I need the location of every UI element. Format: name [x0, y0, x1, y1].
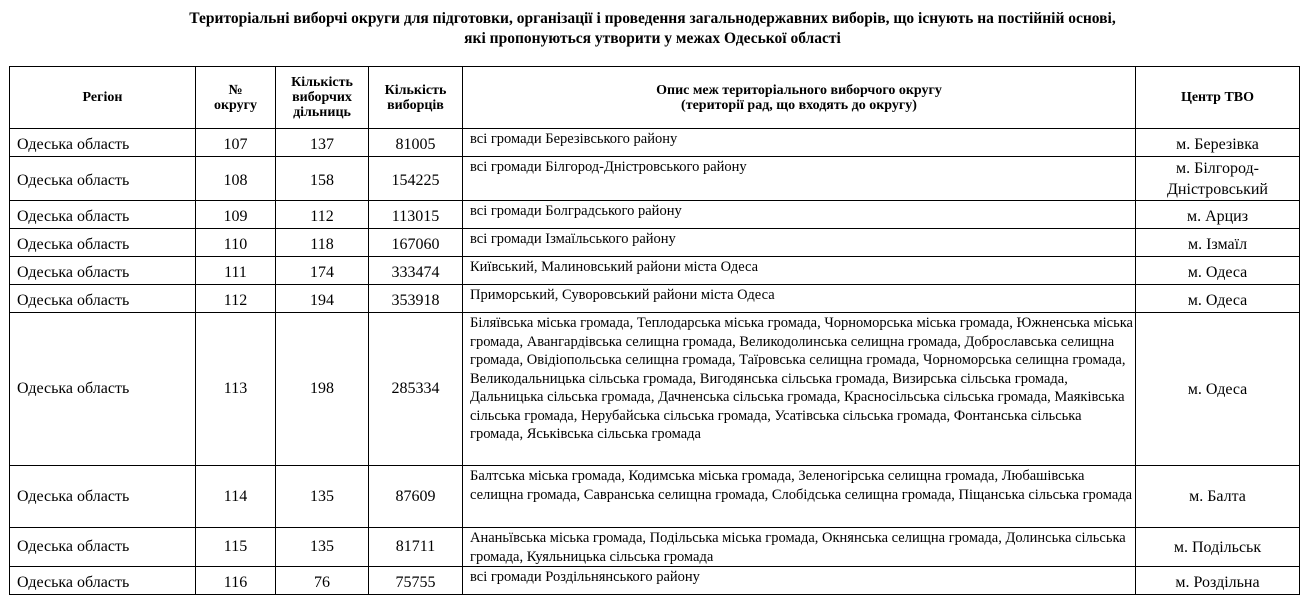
cell-stations: 112 [276, 201, 369, 229]
cell-voters: 154225 [369, 157, 463, 201]
cell-region: Одеська область [10, 229, 196, 257]
table-row [10, 229, 1300, 257]
cell-district: 110 [196, 229, 276, 257]
table-row [10, 466, 1300, 528]
header-description-line-2: (території рад, що входять до округу) [681, 97, 917, 113]
header-description-line-1: Опис меж територіального виборчого округу [656, 82, 942, 98]
header-polling-stations-line-2: виборчих [292, 90, 352, 105]
document-title [0, 0, 1305, 56]
districts-table [9, 66, 1300, 595]
cell-description: Ананьївська міська громада, Подільська міська громада, Окнянська селищна громада, Долинська сільська громада, Куяльницька сільська громада [463, 528, 1136, 567]
cell-stations: 118 [276, 229, 369, 257]
cell-center: м. Одеса [1136, 285, 1300, 313]
cell-district: 109 [196, 201, 276, 229]
cell-region: Одеська область [10, 201, 196, 229]
table-row [10, 285, 1300, 313]
cell-stations: 135 [276, 528, 369, 567]
cell-center: м. Березівка [1136, 129, 1300, 157]
header-voters [369, 67, 463, 129]
cell-stations: 158 [276, 157, 369, 201]
cell-center: м. Ізмаїл [1136, 229, 1300, 257]
cell-district: 116 [196, 567, 276, 595]
cell-district: 112 [196, 285, 276, 313]
cell-description: Приморський, Суворовський райони міста Одеса [463, 285, 1136, 313]
cell-voters: 81005 [369, 129, 463, 157]
table-row [10, 313, 1300, 466]
cell-region: Одеська область [10, 313, 196, 466]
cell-district: 114 [196, 466, 276, 528]
header-description [463, 67, 1136, 129]
cell-region: Одеська область [10, 528, 196, 567]
table-header-row [10, 67, 1300, 129]
cell-stations: 76 [276, 567, 369, 595]
cell-voters: 167060 [369, 229, 463, 257]
header-district-number [196, 67, 276, 129]
table-row [10, 257, 1300, 285]
cell-voters: 333474 [369, 257, 463, 285]
cell-description: Київський, Малиновський райони міста Одеса [463, 257, 1136, 285]
title-line-2: які пропонуються утворити у межах Одеської області [464, 30, 841, 47]
cell-district: 113 [196, 313, 276, 466]
cell-stations: 174 [276, 257, 369, 285]
cell-description: всі громади Березівського району [463, 129, 1136, 157]
header-center: Центр ТВО [1136, 67, 1300, 129]
cell-region: Одеська область [10, 157, 196, 201]
cell-center: м. Балта [1136, 466, 1300, 528]
cell-stations: 198 [276, 313, 369, 466]
cell-description: всі громади Ізмаїльського району [463, 229, 1136, 257]
cell-center: м. Одеса [1136, 313, 1300, 466]
cell-district: 115 [196, 528, 276, 567]
cell-stations: 194 [276, 285, 369, 313]
cell-region: Одеська область [10, 129, 196, 157]
cell-voters: 353918 [369, 285, 463, 313]
header-polling-stations-line-1: Кількість [291, 75, 353, 90]
table-row [10, 528, 1300, 567]
cell-description: всі громади Болградського району [463, 201, 1136, 229]
cell-description: всі громади Білгород-Дністровського району [463, 157, 1136, 201]
cell-district: 108 [196, 157, 276, 201]
cell-voters: 87609 [369, 466, 463, 528]
header-district-number-line-2: округу [213, 97, 258, 113]
cell-voters: 285334 [369, 313, 463, 466]
header-polling-stations [276, 67, 369, 129]
cell-center: м. Подільськ [1136, 528, 1300, 567]
cell-region: Одеська область [10, 466, 196, 528]
cell-description: Біляївська міська громада, Теплодарська міська громада, Чорноморська міська громада, Южненська міська громада, Авангардівська селищна громада, Великодолинська селищна громада, Доброславська селищна громада, Овідіопольська селищна громада, Таїровська селищна громада, Чорноморська селищна громада, Великодальницька сільська громада, Вигодянська сільська громада, Визирська сільська громада, Дальницька сільська громада, Дачненська сільська громада, Красносільська сільська громада, Маяківська сільська громада, Нерубайська сільська громада, Усатівська сільська громада, Фонтанська сільська громада, Яськівська сільська громада [463, 313, 1136, 466]
table-row [10, 567, 1300, 595]
header-voters-line-2: виборців [387, 97, 444, 113]
cell-voters: 75755 [369, 567, 463, 595]
cell-center: м. Роздільна [1136, 567, 1300, 595]
table-row [10, 157, 1300, 201]
cell-stations: 137 [276, 129, 369, 157]
cell-voters: 113015 [369, 201, 463, 229]
cell-region: Одеська область [10, 285, 196, 313]
header-polling-stations-line-3: дільниць [293, 105, 351, 120]
cell-center: м. Арциз [1136, 201, 1300, 229]
cell-voters: 81711 [369, 528, 463, 567]
table-row [10, 129, 1300, 157]
header-region: Регіон [10, 67, 196, 129]
cell-description: Балтська міська громада, Кодимська міська громада, Зеленогірська селищна громада, Любашівська селищна громада, Савранська селищна громада, Слобідська селищна громада, Піщанська сільська громада [463, 466, 1136, 528]
header-voters-line-1: Кількість [384, 82, 447, 98]
cell-center: м. Одеса [1136, 257, 1300, 285]
cell-center: м. Білгород-Дністровський [1136, 157, 1300, 201]
cell-district: 111 [196, 257, 276, 285]
cell-stations: 135 [276, 466, 369, 528]
cell-region: Одеська область [10, 257, 196, 285]
header-district-number-line-1: № [228, 82, 243, 98]
cell-region: Одеська область [10, 567, 196, 595]
cell-description: всі громади Роздільнянського району [463, 567, 1136, 595]
title-line-1: Територіальні виборчі округи для підготовки, організації і проведення загальнодержавних виборів, що існують на постійній основі, [189, 10, 1116, 27]
cell-district: 107 [196, 129, 276, 157]
table-row [10, 201, 1300, 229]
